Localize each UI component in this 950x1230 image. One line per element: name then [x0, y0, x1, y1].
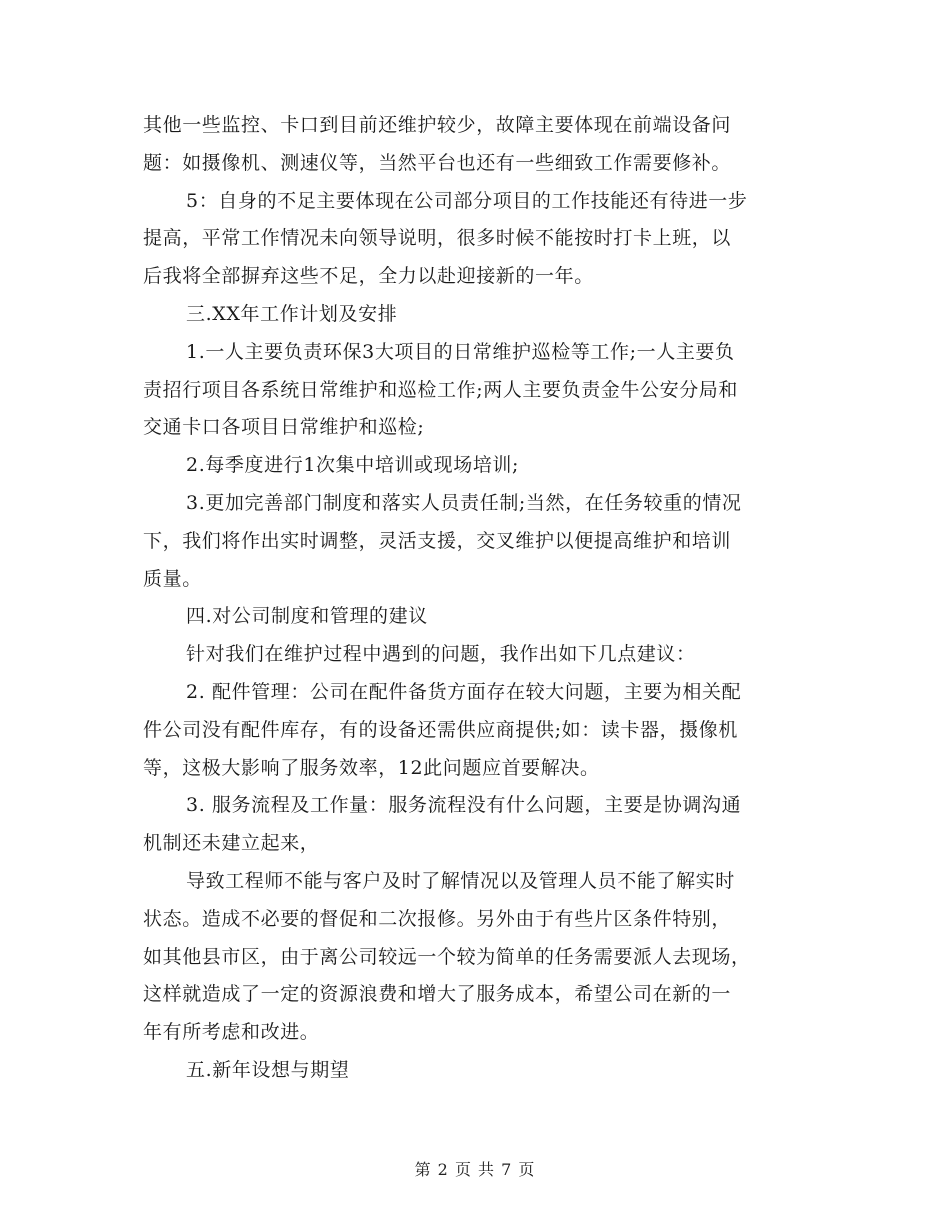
- text-line: 后我将全部摒弃这些不足，全力以赴迎接新的一年。: [143, 265, 594, 288]
- text-line: 针对我们在维护过程中遇到的问题，我作出如下几点建议：: [186, 643, 696, 666]
- text-line: 年有所考虑和改进。: [143, 1021, 320, 1044]
- text-line: 题：如摄像机、测速仪等，当然平台也还有一些细致工作需要修补。: [143, 151, 732, 174]
- text-line: 5：自身的不足主要体现在公司部分项目的工作技能还有待进一步: [186, 189, 748, 212]
- text-line: 其他一些监控、卡口到目前还维护较少，故障主要体现在前端设备问: [143, 114, 732, 136]
- text-line: 3.更加完善部门制度和落实人员责任制;当然，在任务较重的情况: [186, 491, 742, 514]
- document-body: [143, 107, 811, 1090]
- text-line: 责招行项目各系统日常维护和巡检工作;两人主要负责金牛公安分局和: [143, 378, 739, 401]
- text-line: 五.新年设想与期望: [186, 1058, 350, 1081]
- text-line: 质量。: [143, 567, 202, 590]
- text-line: 3. 服务流程及工作量：服务流程没有什么问题，主要是协调沟通: [186, 794, 742, 817]
- text-line: 三.XX年工作计划及安排: [186, 302, 398, 325]
- text-line: 四.对公司制度和管理的建议: [186, 605, 428, 628]
- text-line: 件公司没有配件库存，有的设备还需供应商提供;如：读卡器，摄像机: [143, 718, 739, 741]
- text-line: 导致工程师不能与客户及时了解情况以及管理人员不能了解实时: [186, 869, 735, 892]
- text-line: 等，这极大影响了服务效率，12此问题应首要解决。: [143, 756, 600, 779]
- text-line: 状态。造成不必要的督促和二次报修。另外由于有些片区条件特别，: [143, 907, 732, 930]
- page-number: 第 2 页 共 7 页: [414, 1160, 536, 1179]
- text-line: 如其他县市区，由于离公司较远一个较为简单的任务需要派人去现场，: [143, 945, 751, 968]
- text-line: 2. 配件管理：公司在配件备货方面存在较大问题，主要为相关配: [186, 680, 742, 703]
- text-line: 交通卡口各项目日常维护和巡检;: [143, 416, 425, 439]
- text-line: 下，我们将作出实时调整，灵活支援，交叉维护以便提高维护和培训: [143, 529, 732, 552]
- text-line: 机制还未建立起来，: [143, 832, 320, 855]
- text-line: 提高，平常工作情况未向领导说明，很多时候不能按时打卡上班，以: [143, 227, 732, 250]
- text-line: 2.每季度进行1次集中培训或现场培训;: [186, 454, 520, 477]
- text-line: 这样就造成了一定的资源浪费和增大了服务成本，希望公司在新的一: [143, 983, 732, 1006]
- text-line: 1.一人主要负责环保3大项目的日常维护巡检等工作;一人主要负: [186, 340, 735, 363]
